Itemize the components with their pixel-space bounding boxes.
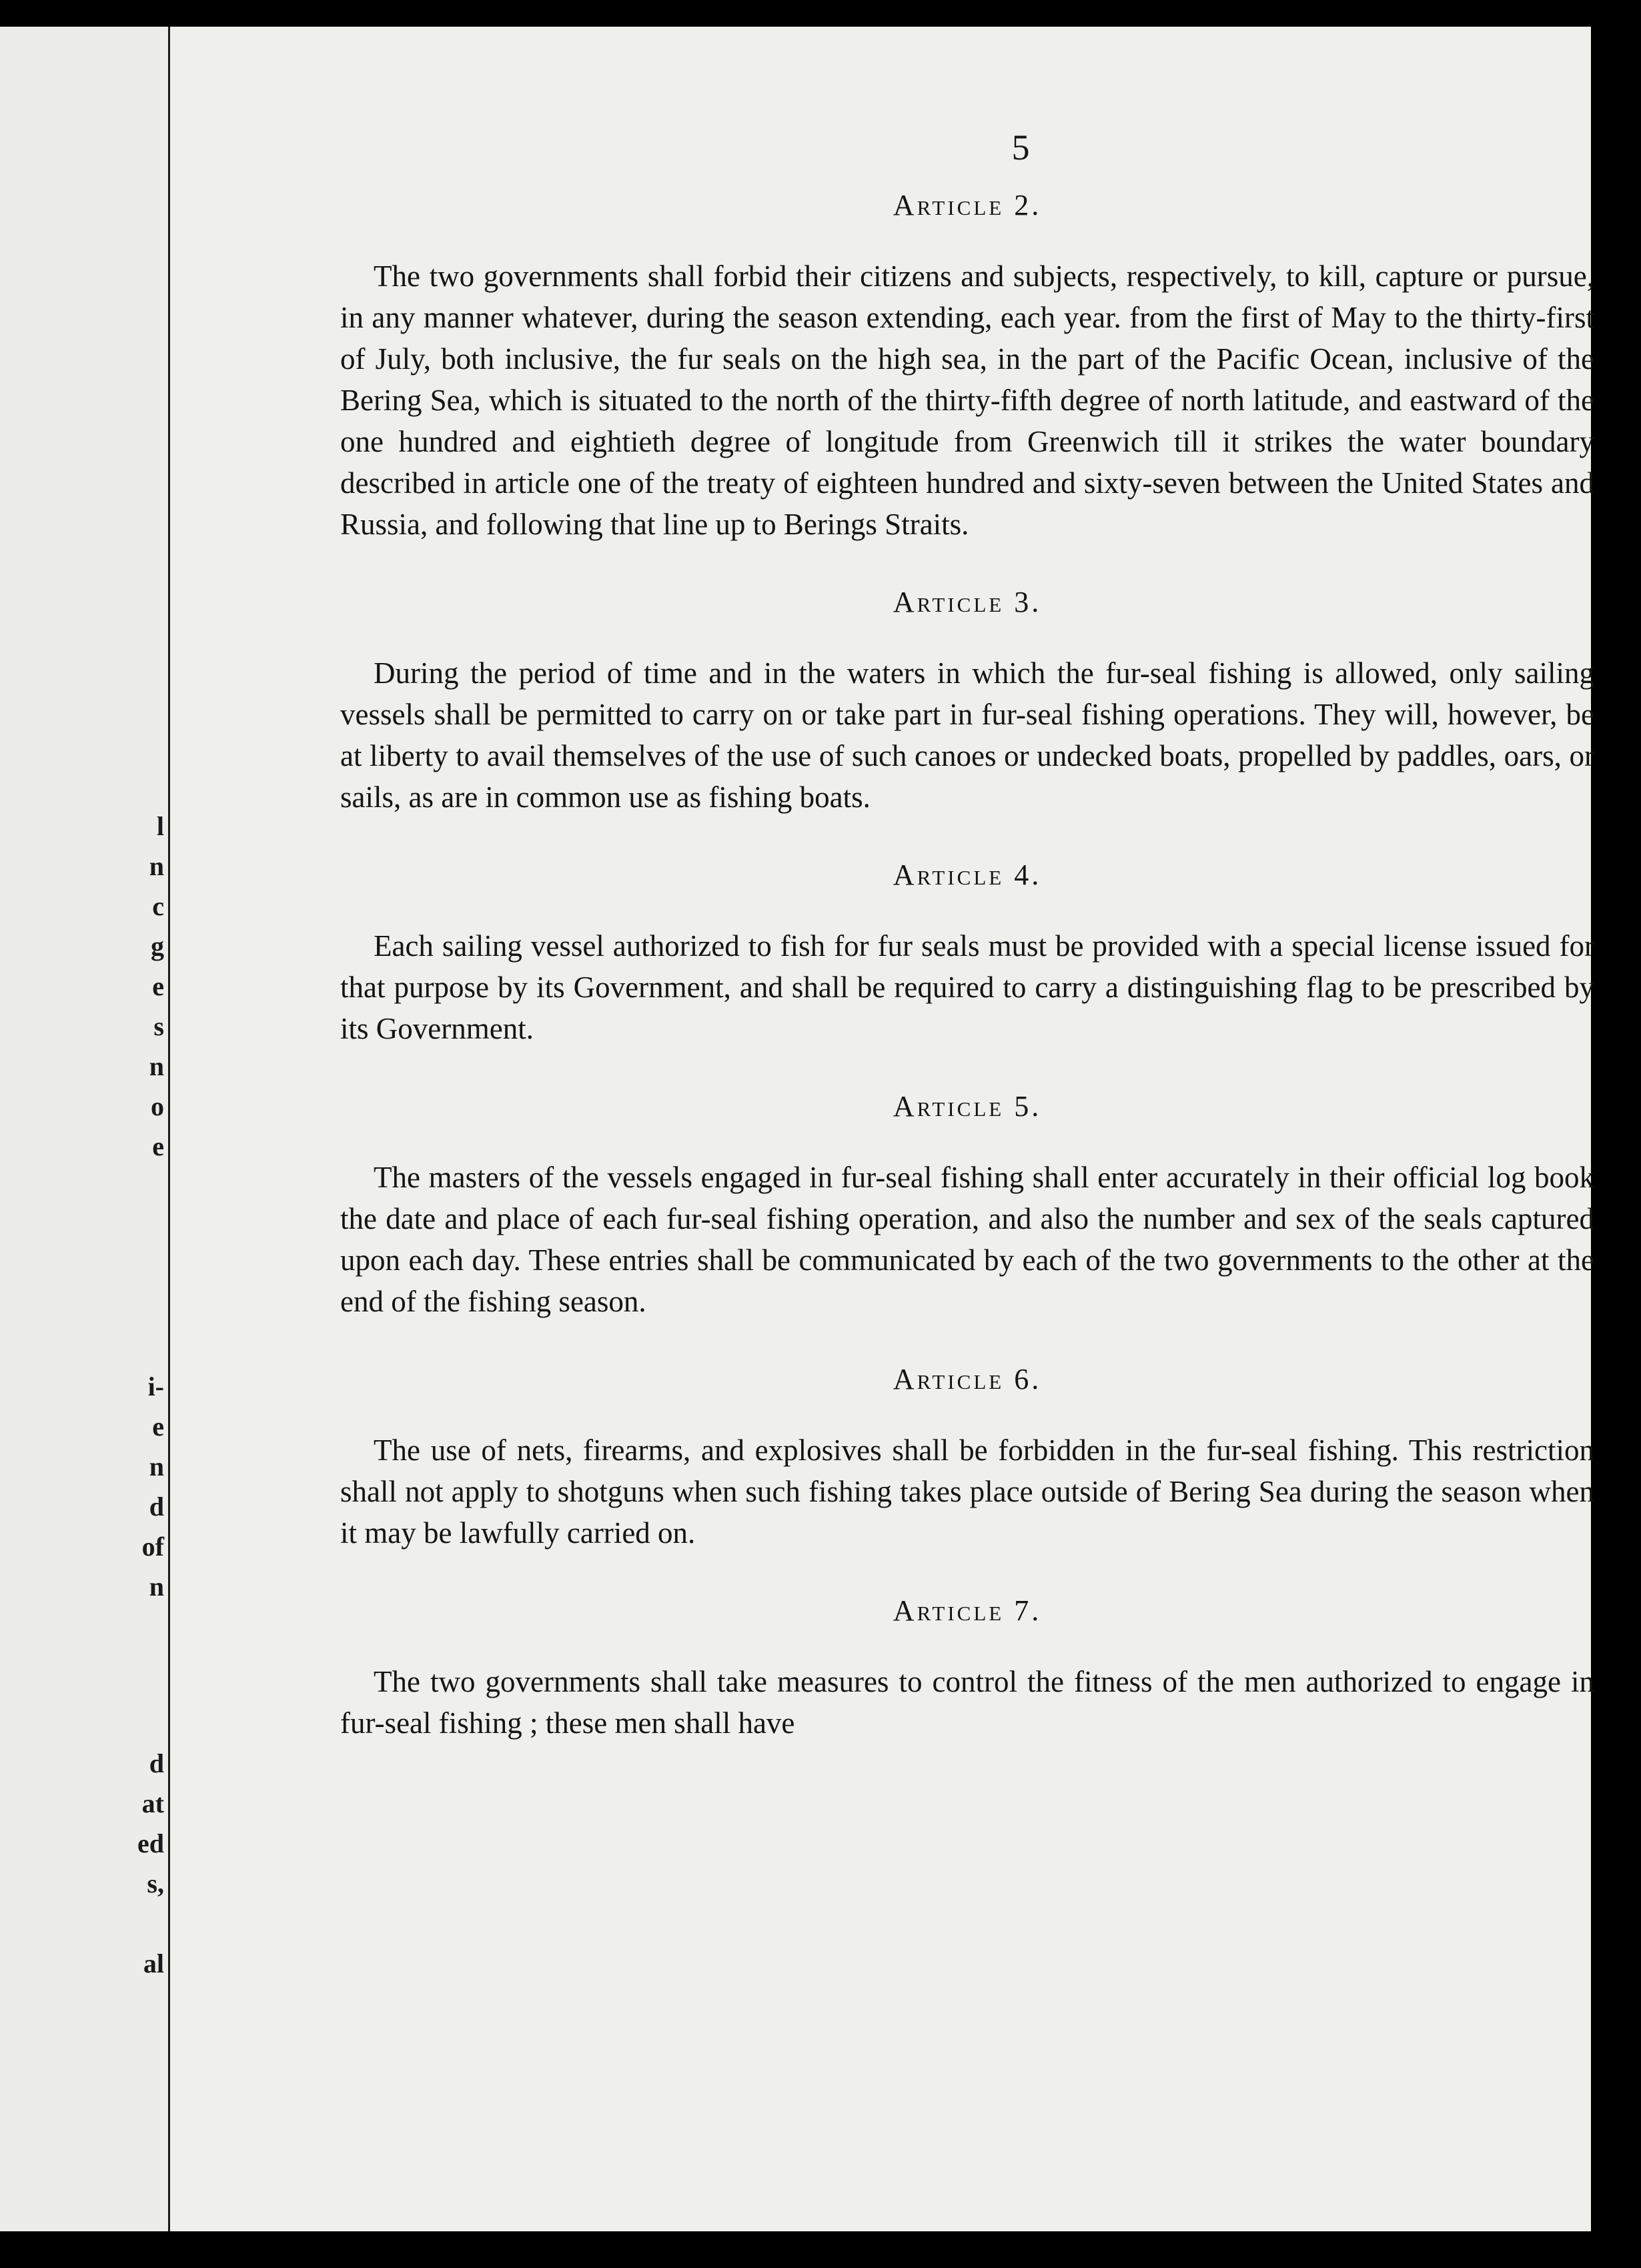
facing-page-fragment: d [149, 1492, 164, 1522]
article-2-text: The two governments shall forbid their citizens and subjects, respectively, to kill, capture or pursue, in any manner whatever, during the season extending, each year. from the first of May to the thirty-first of July, both inclusive, the fur seals on the high sea, in the part of the Pacific Ocean, inclusive of the Bering Sea, which is situated to the north of the thirty-fifth degree of north latitude, and eastward of the one hundred and eightieth degree of longitude from Greenwich till it strikes the water boundary described in article one of the treaty of eighteen hundred and sixty-seven between the United States and Russia, and following that line up to Berings Straits. [340, 259, 1594, 541]
article-6-heading: Article 6. [893, 1363, 1042, 1395]
facing-page-fragment: e [152, 971, 164, 1001]
facing-page-fragment: e [152, 1411, 164, 1442]
facing-page-fragment: at [141, 1788, 164, 1818]
facing-page-fragment: of [141, 1532, 164, 1562]
article-4-text: Each sailing vessel authorized to fish for fur seals must be provided with a special license issued for that purpose by its Government, and shall be required to carry a distinguishing flag to be prescribed by its Government. [340, 929, 1594, 1045]
article-3-heading: Article 3. [893, 586, 1042, 618]
facing-page-edge [0, 27, 170, 2231]
facing-page-fragment: al [143, 1948, 164, 1978]
facing-page-fragment: g [151, 931, 164, 961]
facing-page-fragment: l [156, 811, 164, 841]
article-7-text: The two governments shall take measures to control the fitness of the men authorized to engage in fur-seal fishing ; these men shall have [340, 1665, 1594, 1740]
article-5-heading: Article 5. [893, 1090, 1042, 1123]
page-content [340, 127, 1594, 1744]
article-2-heading: Article 2. [893, 189, 1042, 221]
facing-page-fragment: n [149, 1572, 164, 1602]
article-3-text: During the period of time and in the waters in which the fur-seal fishing is allowed, only sailing vessels shall be permitted to carry on or take part in fur-seal fishing operations. They will, however, be at liberty to avail themselves of the use of such canoes or undecked boats, propelled by paddles, oars, or sails, as are in common use as fishing boats. [340, 656, 1594, 814]
article-5-text: The masters of the vessels engaged in fur-seal fishing shall enter accurately in their official log book the date and place of each fur-seal fishing operation, and also the number and sex of the seals captured upon each day. These entries shall be communicated by each of the two governments to the other at the end of the fishing season. [340, 1161, 1594, 1318]
document-page [170, 27, 1594, 2231]
facing-page-fragment: i- [147, 1371, 164, 1401]
facing-page-fragment: e [152, 1131, 164, 1161]
facing-page-fragment: s [153, 1011, 164, 1041]
article-7-heading: Article 7. [893, 1594, 1042, 1627]
facing-page-fragment: n [149, 1452, 164, 1482]
facing-page-fragment: c [152, 891, 164, 921]
article-4-heading: Article 4. [893, 859, 1042, 891]
facing-page-fragment: s, [147, 1868, 164, 1898]
facing-page-fragment: ed [137, 1828, 164, 1858]
page-number: 5 [1011, 127, 1030, 167]
facing-page-fragment: d [149, 1748, 164, 1778]
facing-page-fragment: n [149, 851, 164, 881]
facing-page-fragment: o [151, 1091, 164, 1121]
article-6-text: The use of nets, firearms, and explosives shall be forbidden in the fur-seal fishing. This restriction shall not apply to shotguns when such fishing takes place outside of Bering Sea during the season when it may be lawfully carried on. [340, 1434, 1594, 1550]
facing-page-fragment: n [149, 1051, 164, 1081]
